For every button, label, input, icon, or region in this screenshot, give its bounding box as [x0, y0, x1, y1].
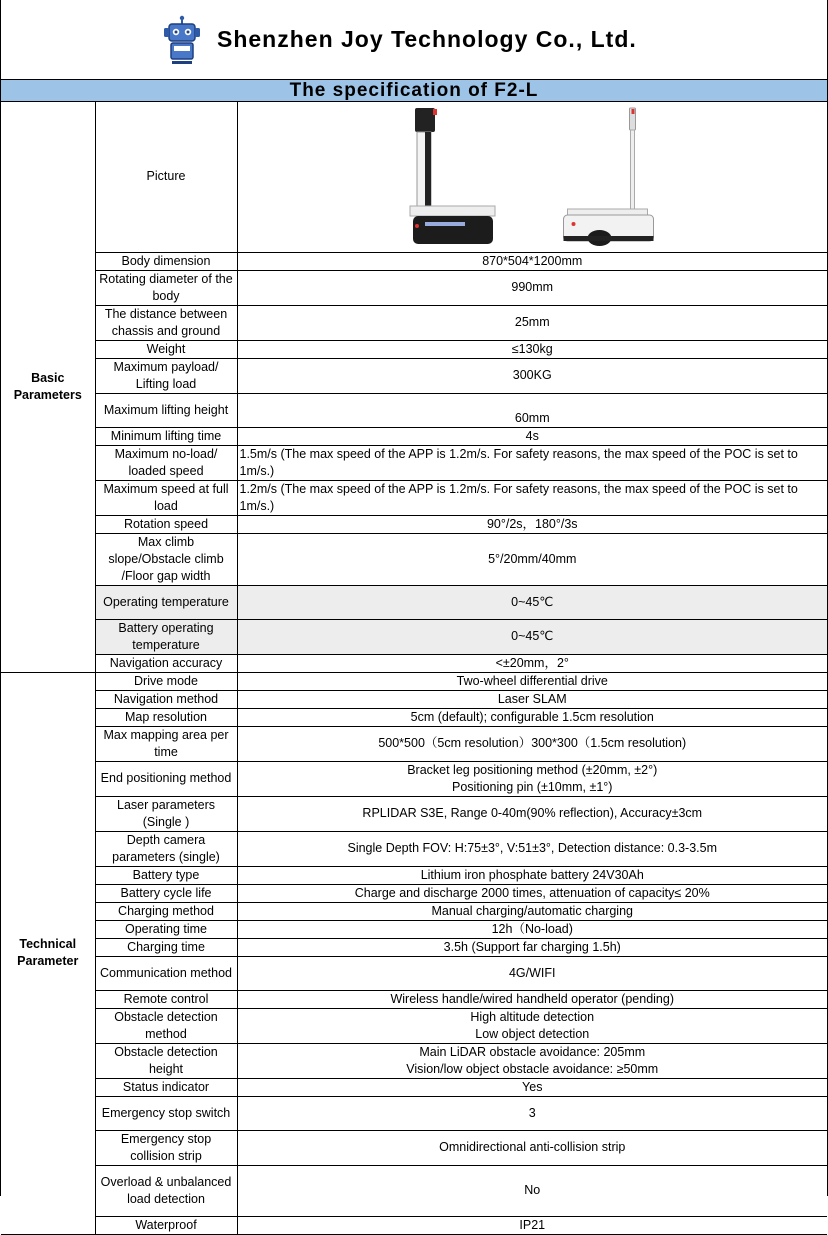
spec-value-cell [237, 427, 827, 445]
table-row [1, 585, 827, 619]
spec-label: Laser parameters (Single ) [95, 796, 237, 831]
spec-value-cell [237, 938, 827, 956]
spec-value-cell [237, 393, 827, 427]
spec-value: Laser SLAM [497, 691, 567, 706]
spec-label: Maximum speed at full load [95, 480, 237, 515]
table-row [1, 884, 827, 902]
spec-value-cell [237, 796, 827, 831]
table-row [1, 393, 827, 427]
robot-front-image [405, 106, 505, 251]
spec-value-cell [237, 1043, 827, 1078]
spec-label: Maximum lifting height [95, 393, 237, 427]
spec-value-cell [237, 1216, 827, 1234]
spec-value-cell [237, 1130, 827, 1165]
spec-value-cell [237, 358, 827, 393]
spec-value-cell [237, 726, 827, 761]
spec-value: 300KG [512, 368, 552, 382]
technical-section-label [1, 672, 95, 1234]
spec-value: 60mm [514, 410, 550, 425]
spec-value-cell [237, 585, 827, 619]
header [1, 0, 827, 80]
table-row [1, 340, 827, 358]
section-label-line-1: Technical [19, 937, 77, 951]
spec-value: Bracket leg positioning method (±20mm, ±2°) [407, 762, 658, 777]
spec-label: Map resolution [95, 708, 237, 726]
spec-value-cell [237, 1078, 827, 1096]
spec-value-cell [237, 866, 827, 884]
spec-value: IP21 [519, 1217, 546, 1232]
spec-label: Emergency stop switch [95, 1096, 237, 1130]
table-row [1, 672, 827, 690]
spec-label: Battery type [95, 866, 237, 884]
spec-value: Wireless handle/wired handheld operator (pending) [390, 991, 674, 1006]
robot-logo-icon [161, 15, 203, 65]
table-row [1, 690, 827, 708]
spec-label: Waterproof [95, 1216, 237, 1234]
spec-value: 0~45℃ [511, 629, 554, 643]
spec-label: Depth camera parameters (single) [95, 831, 237, 866]
spec-value-cell [237, 480, 827, 515]
table-row [1, 1165, 827, 1216]
table-row [1, 1078, 827, 1096]
spec-value-cell [237, 761, 827, 796]
spec-value: ≤130kg [511, 341, 553, 356]
spec-label: Drive mode [95, 672, 237, 690]
table-row [1, 305, 827, 340]
company-name: Shenzhen Joy Technology Co., Ltd. [217, 26, 637, 52]
spec-label: Emergency stop collision strip [95, 1130, 237, 1165]
spec-value-cell [237, 902, 827, 920]
table-row [1, 619, 827, 654]
table-row [1, 761, 827, 796]
spec-label: Max climb slope/Obstacle climb /Floor gap width [95, 533, 237, 585]
spec-label: Body dimension [95, 252, 237, 270]
table-row [1, 708, 827, 726]
robot-side-image [555, 106, 660, 251]
spec-value: 0~45℃ [511, 594, 554, 609]
spec-label: Maximum payload/ Lifting load [95, 358, 237, 393]
spec-label: Maximum no-load/ loaded speed [95, 445, 237, 480]
spec-value-cell [237, 884, 827, 902]
spec-value: 12h（No-load) [491, 921, 573, 936]
spec-value-cell [237, 619, 827, 654]
table-row [1, 938, 827, 956]
spec-value: RPLIDAR S3E, Range 0-40m(90% reflection), Accuracy±3cm [362, 806, 703, 820]
spec-value-cell [237, 102, 827, 252]
spec-value: Lithium iron phosphate battery 24V30Ah [420, 867, 644, 882]
spec-label: Max mapping area per time [95, 726, 237, 761]
spec-label: End positioning method [95, 761, 237, 796]
spec-value: 990mm [511, 280, 554, 294]
spec-label: Obstacle detection height [95, 1043, 237, 1078]
spec-value-line-2: Low object detection [475, 1026, 590, 1041]
spec-value: 5cm (default); configurable 1.5cm resolution [410, 709, 654, 724]
table-row [1, 480, 827, 515]
table-row [1, 358, 827, 393]
spec-value: Main LiDAR obstacle avoidance: 205mm [419, 1044, 646, 1059]
spec-value: Yes [522, 1079, 543, 1094]
table-row [1, 427, 827, 445]
spec-label: Operating temperature [95, 585, 237, 619]
spec-value: 1.2m/s (The max speed of the APP is 1.2m/s. For safety reasons, the max speed of the POC is set to 1m/s.) [239, 481, 798, 513]
spec-value-cell [237, 445, 827, 480]
spec-label: Operating time [95, 920, 237, 938]
spec-label: Rotating diameter of the body [95, 270, 237, 305]
section-label-line-2: Parameter [17, 954, 79, 968]
spec-value-cell [237, 920, 827, 938]
spec-label: The distance between chassis and ground [95, 305, 237, 340]
table-row [1, 796, 827, 831]
table-row [1, 1043, 827, 1078]
document-title: The specification of F2-L [1, 80, 827, 102]
product-pictures [240, 103, 826, 251]
spec-value: 4G/WIFI [508, 965, 556, 980]
spec-value-cell [237, 708, 827, 726]
spec-value: Manual charging/automatic charging [431, 903, 633, 918]
table-row [1, 252, 827, 270]
spec-value: 3 [528, 1105, 536, 1120]
spec-value-cell [237, 515, 827, 533]
spec-value: No [524, 1183, 541, 1197]
spec-table [1, 102, 827, 1235]
spec-value: Omnidirectional anti-collision strip [439, 1140, 626, 1154]
table-row [1, 654, 827, 672]
spec-label: Communication method [95, 956, 237, 990]
section-label-line-2: Parameters [13, 387, 82, 402]
spec-label: Overload & unbalanced load detection [95, 1165, 237, 1216]
spec-label: Status indicator [95, 1078, 237, 1096]
spec-value: 4s [525, 428, 539, 443]
spec-value-cell [237, 690, 827, 708]
spec-label: Charging method [95, 902, 237, 920]
spec-value: 500*500（5cm resolution）300*300（1.5cm resolution) [378, 736, 687, 750]
spec-value-cell [237, 340, 827, 358]
spec-label: Charging time [95, 938, 237, 956]
table-row [1, 1216, 827, 1234]
spec-label: Weight [95, 340, 237, 358]
spec-value-cell [237, 270, 827, 305]
table-row [1, 1008, 827, 1043]
spec-value-cell [237, 252, 827, 270]
spec-value: 5°/20mm/40mm [488, 551, 577, 566]
spec-value: High altitude detection [470, 1009, 595, 1024]
spec-value: 870*504*1200mm [482, 253, 583, 268]
table-row [1, 990, 827, 1008]
table-row [1, 533, 827, 585]
table-row [1, 726, 827, 761]
spec-label: Navigation method [95, 690, 237, 708]
spec-value-line-2: Vision/low object obstacle avoidance: ≥50mm [406, 1061, 659, 1076]
spec-value-cell [237, 990, 827, 1008]
spec-value: Charge and discharge 2000 times, attenuation of capacity≤ 20% [354, 885, 710, 900]
spec-value: <±20mm，2° [495, 655, 569, 670]
spec-value-cell [237, 533, 827, 585]
spec-value-cell [237, 305, 827, 340]
spec-label: Navigation accuracy [95, 654, 237, 672]
spec-label: Picture [95, 102, 237, 252]
section-label-line-1: Basic [31, 370, 65, 385]
spec-label: Rotation speed [95, 515, 237, 533]
table-row [1, 1130, 827, 1165]
spec-value-cell [237, 956, 827, 990]
spec-label: Remote control [95, 990, 237, 1008]
spec-value-cell [237, 672, 827, 690]
spec-label: Battery cycle life [95, 884, 237, 902]
spec-value-cell [237, 831, 827, 866]
spec-value: 3.5h (Support far charging 1.5h) [443, 939, 621, 954]
table-row [1, 1096, 827, 1130]
spec-label: Minimum lifting time [95, 427, 237, 445]
spec-value-cell [237, 1008, 827, 1043]
spec-value: 25mm [514, 315, 550, 329]
spec-value-cell [237, 1096, 827, 1130]
table-row [1, 920, 827, 938]
spec-value-cell [237, 1165, 827, 1216]
spec-value: 1.5m/s (The max speed of the APP is 1.2m/s. For safety reasons, the max speed of the POC is set to 1m/s.) [239, 446, 798, 478]
table-row [1, 831, 827, 866]
spec-value-cell [237, 654, 827, 672]
spec-value: Single Depth FOV: H:75±3°, V:51±3°, Detection distance: 0.3-3.5m [347, 841, 717, 855]
table-row [1, 270, 827, 305]
table-row [1, 515, 827, 533]
table-row [1, 102, 827, 252]
spec-value-line-2: Positioning pin (±10mm, ±1°) [452, 779, 613, 794]
basic-section-label [1, 102, 95, 672]
table-row [1, 902, 827, 920]
spec-label: Obstacle detection method [95, 1008, 237, 1043]
table-row [1, 956, 827, 990]
spec-value: 90°/2s，180°/3s [486, 516, 578, 531]
table-row [1, 445, 827, 480]
table-row [1, 866, 827, 884]
spec-value: Two-wheel differential drive [456, 673, 608, 688]
spec-label: Battery operating temperature [95, 619, 237, 654]
